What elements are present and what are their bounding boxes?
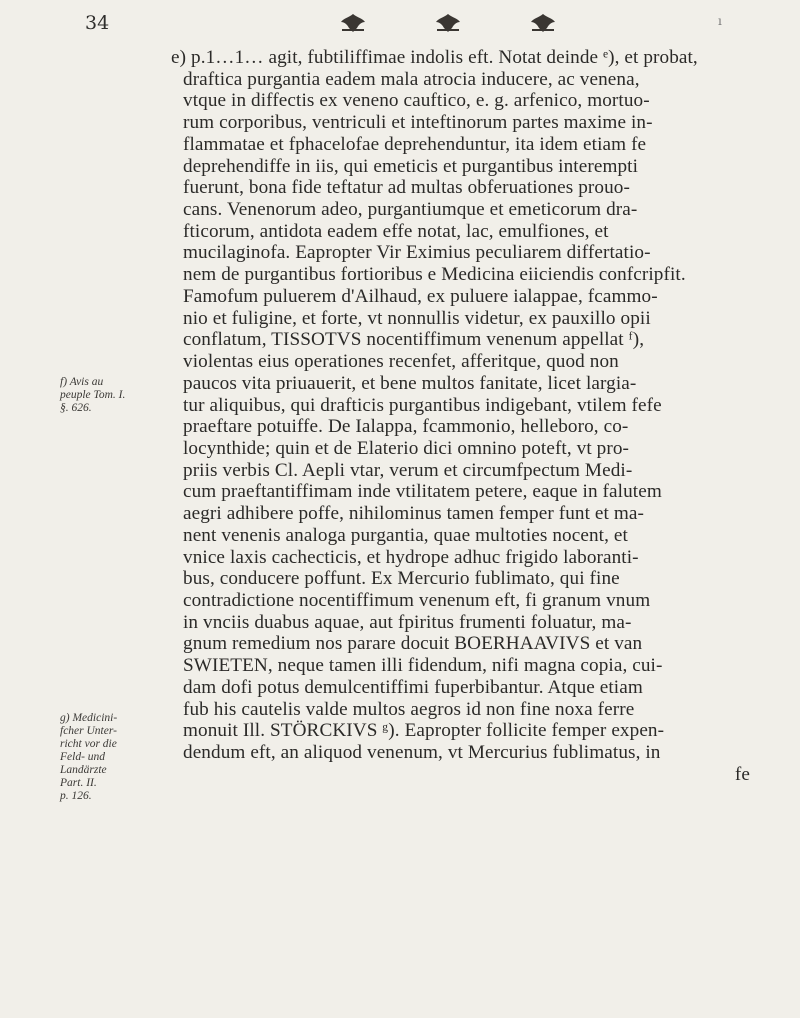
text-line: praeftare potuiffe. De Ialappa, fcammonio, helleboro, co-: [183, 416, 629, 438]
text-line: aegri adhibere poffe, nihilominus tamen femper funt et ma-: [183, 503, 644, 525]
text-line: e) p.1…1… agit, fubtiliffimae indolis eft. Notat deinde ᵉ), et probat,: [171, 47, 698, 68]
text-line: nio et fuligine, et forte, vt nonnullis videtur, ex pauxillo opii: [183, 307, 651, 329]
body-text: [171, 47, 758, 785]
text-line: draftica purgantia eadem mala atrocia inducere, ac venena,: [183, 68, 640, 90]
text-line: monuit Ill. STÖRCKIVS ᵍ). Eapropter follicite femper expen-: [183, 720, 665, 742]
fleuron-icon: [338, 12, 368, 34]
text-line: nent venenis analoga purgantia, quae multoties nocent, et: [183, 524, 628, 546]
text-line: rum corporibus, ventriculi et inteftinorum partes maxime in-: [183, 112, 653, 134]
text-line: gnum remedium nos parare docuit BOERHAAVIVS et van: [183, 633, 643, 655]
text-line: in vnciis duabus aquae, aut fpiritus frumenti foluatur, ma-: [183, 611, 632, 633]
corner-mark: ı: [718, 14, 722, 28]
catchword: fe: [734, 763, 750, 785]
margin-note-line: p. 126.: [60, 790, 92, 802]
text-line: tur aliquibus, qui drafticis purgantibus indigebant, vtilem fefe: [183, 394, 662, 416]
margin-note-line: Landärzte: [60, 764, 107, 776]
text-line: paucos vita priuauerit, et bene multos fanitate, licet largia-: [183, 372, 637, 394]
text-line: SWIETEN, neque tamen illi fidendum, nifi magna copia, cui-: [183, 655, 663, 677]
text-line: nem de purgantibus fortioribus e Medicina eiiciendis confcripfit.: [183, 264, 686, 286]
text-line: mucilaginofa. Eapropter Vir Eximius peculiarem differtatio-: [183, 242, 651, 264]
fleuron-icon: [528, 12, 558, 34]
margin-note-line: fcher Unter-: [60, 725, 117, 737]
text-line: locynthide; quin et de Elaterio dici omnino poteft, vt pro-: [183, 437, 630, 459]
fleuron-icon: [433, 12, 463, 34]
margin-note-g: [60, 712, 117, 803]
text-line: conflatum, TISSOTVS nocentiffimum venenum appellat ᶠ),: [183, 329, 645, 351]
margin-note-line: richt vor die: [60, 738, 117, 750]
text-line: cum praeftantiffimam inde vtilitatem petere, eaque in falutem: [183, 481, 662, 503]
text-line: vnice laxis cachecticis, et hydrope adhuc frigido laboranti-: [183, 546, 639, 568]
text-line: violentas eius operationes recenfet, afferitque, quod non: [183, 351, 619, 373]
margin-note-line: peuple Tom. I.: [60, 389, 126, 401]
text-line: priis verbis Cl. Aepli vtar, verum et circumfpectum Medi-: [183, 459, 633, 481]
margin-note-f: [60, 376, 125, 415]
text-line: bus, conducere poffunt. Ex Mercurio fublimato, qui fine: [183, 568, 620, 590]
text-line: Famofum puluerem d'Ailhaud, ex puluere ialappae, fcammo-: [183, 285, 658, 307]
text-line: fticorum, antidota eadem effe notat, lac, emulfiones, et: [183, 220, 609, 242]
text-line: vtque in diffectis ex veneno cauftico, e. g. arfenico, mortuo-: [183, 90, 650, 112]
margin-note-line: Part. II.: [60, 777, 97, 789]
margin-note-line: g) Medicini-: [60, 712, 118, 724]
margin-note-line: Feld- und: [60, 751, 106, 763]
page-number: 34: [85, 12, 110, 34]
margin-note-line: §. 626.: [60, 402, 92, 414]
margin-note-line: f) Avis au: [60, 376, 104, 388]
header-ornaments: [338, 12, 558, 36]
text-line: dendum eft, an aliquod venenum, vt Mercurius fublimatus, in: [183, 742, 661, 763]
text-line: fub his cautelis valde multos aegros id non fine noxa ferre: [183, 698, 635, 720]
text-line: flammatae et fphacelofae deprehenduntur, ita idem etiam fe: [183, 133, 647, 155]
text-line: contradictione nocentiffimum venenum eft, fi granum vnum: [183, 589, 651, 611]
text-line: deprehendiffe in iis, qui emeticis et purgantibus interempti: [183, 155, 639, 177]
text-line: cans. Venenorum adeo, purgantiumque et emeticorum dra-: [183, 199, 638, 221]
text-line: dam dofi potus demulcentiffimi fuperbibantur. Atque etiam: [183, 676, 643, 698]
text-line: fuerunt, bona fide teftatur ad multas obferuationes prouo-: [183, 177, 630, 199]
